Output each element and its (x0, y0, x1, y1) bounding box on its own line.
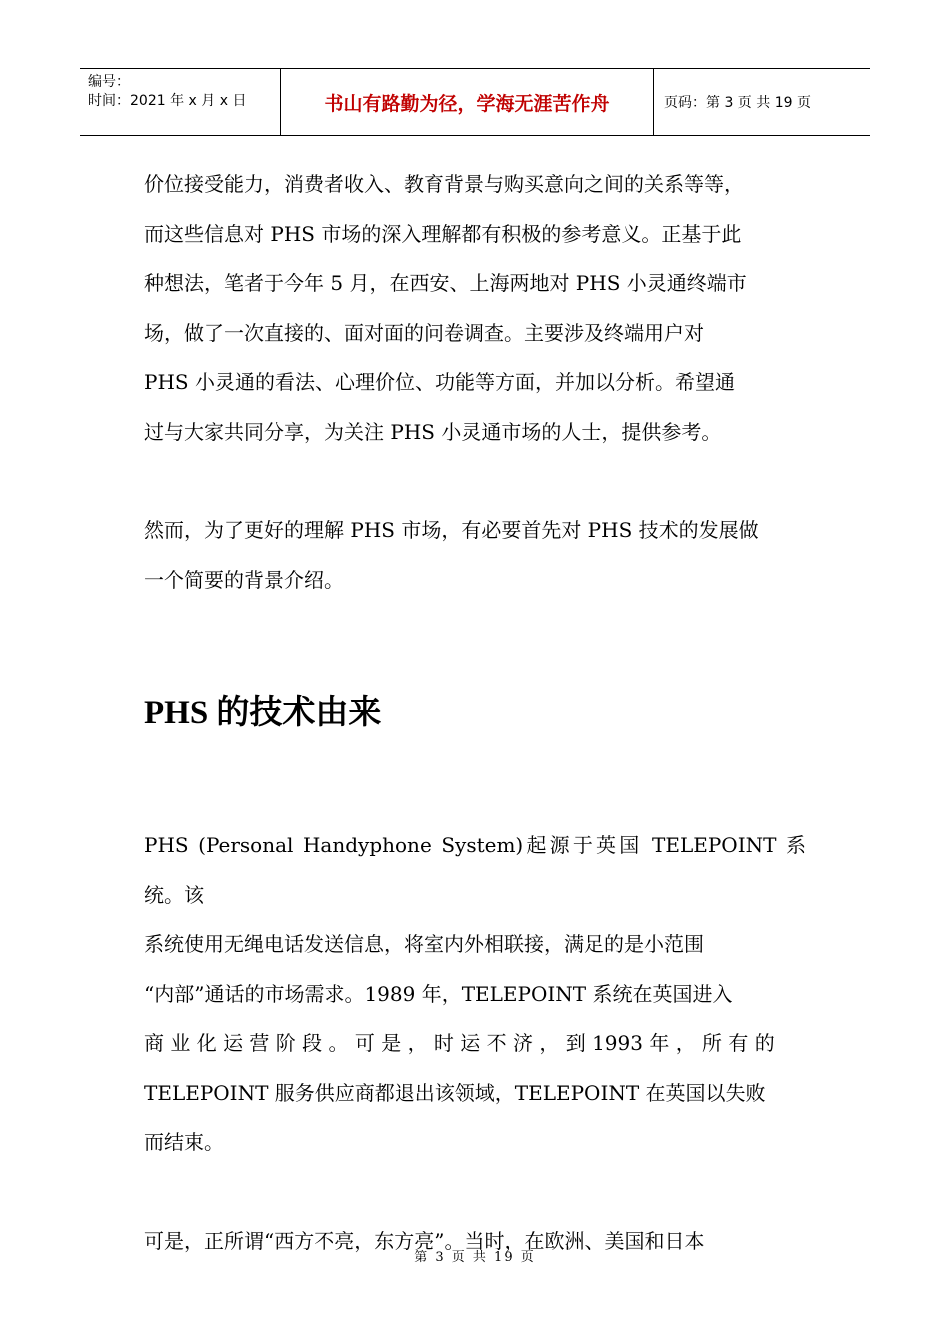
section-heading: PHS 的技术由来 (144, 695, 382, 731)
paragraph-line: 场，做了一次直接的、面对面的问卷调查。主要涉及终端用户对 (144, 320, 704, 345)
header-meta-cell (80, 69, 281, 135)
document-date-label: 时间：2021 年 x 月 x 日 (88, 93, 247, 109)
paragraph-line: 种想法，笔者于今年 5 月，在西安、上海两地对 PHS 小灵通终端市 (144, 271, 747, 295)
paragraph-line: 商 业 化 运 营 阶 段 。 可 是 ， 时 运 不 济 ， 到 1993 年 ， 所 有 的 (144, 1031, 775, 1055)
document-number-label: 编号： (88, 74, 130, 90)
page-footer: 第 3 页 共 19 页 (414, 1250, 536, 1265)
paragraph-3 (144, 821, 806, 1168)
paragraph-line: 而这些信息对 PHS 市场的深入理解都有积极的参考意义。正基于此 (144, 221, 742, 246)
paragraph-line: 而结束。 (144, 1130, 224, 1154)
paragraph-line: 系统使用无绳电话发送信息，将室内外相联接，满足的是小范围 (144, 932, 704, 956)
paragraph-2 (144, 506, 806, 605)
paragraph-line: “内部”通话的市场需求。1989 年，TELEPOINT 系统在英国进入 (144, 981, 733, 1006)
header-motto: 书山有路勤为径，学海无涯苦作舟 (281, 69, 654, 135)
paragraph-line: PHS (Personal Handyphone System)起源于英国 TELEPOINT 系统。该 (144, 833, 806, 907)
paragraph-line: 一个简要的背景介绍。 (144, 567, 344, 592)
document-header (80, 68, 870, 136)
body-section-intro (144, 160, 806, 605)
header-page-info: 页码：第 3 页 共 19 页 (664, 95, 811, 111)
paragraph-line: TELEPOINT 服务供应商都退出该领域，TELEPOINT 在英国以失败 (144, 1080, 766, 1105)
paragraph-line: 可是，正所谓“西方不亮，东方亮”。当时，在欧洲、美国和日本 (144, 1228, 705, 1253)
paragraph-1 (144, 160, 806, 457)
paragraph-line: 然而，为了更好的理解 PHS 市场，有必要首先对 PHS 技术的发展做 (144, 518, 759, 542)
paragraph-line: PHS 小灵通的看法、心理价位、功能等方面，并加以分析。希望通 (144, 370, 735, 394)
paragraph-line: 价位接受能力，消费者收入、教育背景与购买意向之间的关系等等， (144, 172, 744, 196)
paragraph-line: 过与大家共同分享，为关注 PHS 小灵通市场的人士，提供参考。 (144, 419, 722, 444)
body-section-history (144, 821, 806, 1266)
